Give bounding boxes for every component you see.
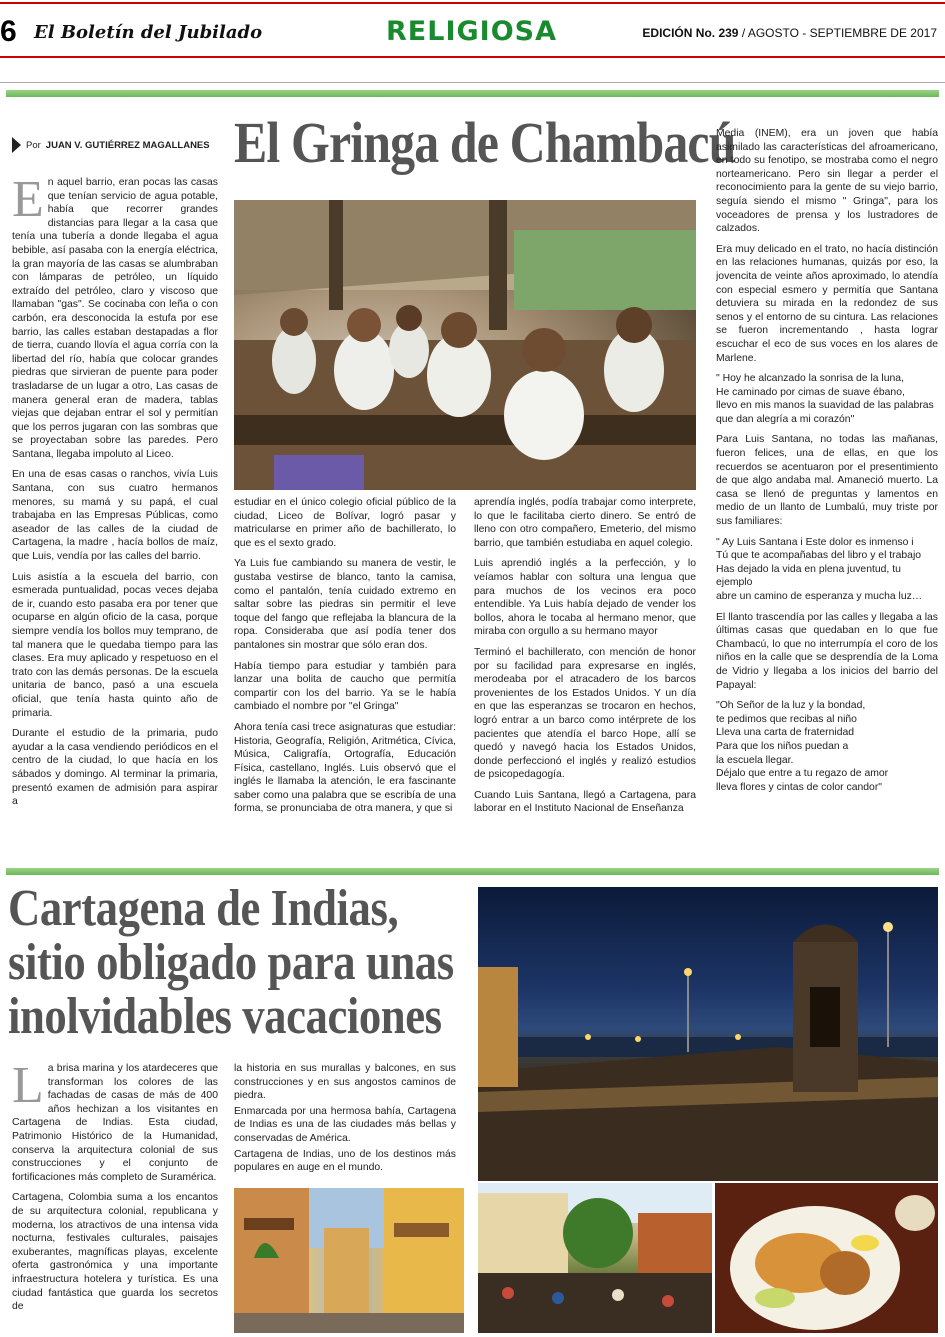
byline-author: JUAN V. GUTIÉRREZ MAGALLANES [45, 139, 210, 151]
paragraph: Cuando Luis Santana, llegó a Cartagena, para laborar en el Instituto Nacional de Enseñanza [474, 789, 696, 815]
paragraph [12, 176, 218, 461]
paragraph: Ya Luis fue cambiando su manera de vestir, le gustaba vestirse de blanco, tanto la camisa, como el pantalón, tenía cuidado extremo en saltar sobre las piedras sin permitir el leve toque del fango que reflejaba la blancura de la ropa. Consideraba que así podía tener dos pantalones sin mostrar que sólo eran dos. [234, 558, 456, 651]
plaza-photo [478, 1183, 712, 1333]
paragraph: Luis aprendió inglés a la perfección, y lo veíamos hablar con soltura una lengua que para muchos de los vecinos era poco entendible. Ya Luis había dejado de vender los bollos, ahora le tocaba al hermano menor, que miraba con orgullo a su hermano mayor [474, 558, 696, 638]
poem-line: Para que los niños puedan a [716, 740, 849, 752]
poem-line: Lleva una carta de fraternidad [716, 727, 855, 739]
poem-line: la escuela llegar. [716, 754, 794, 766]
article2-title [8, 882, 454, 1044]
paragraph: Media (INEM), era un joven que había asimilado las características del afroamericano, en todo su fenotipo, se mostraba como el negro norteamericano. Pero sin llegar a perder el reconocimiento para la gente de su viejo barrio, seguía siendo el mismo " Gringa", para los voceadores de prensa y los lustradores de calzados. [716, 128, 938, 235]
paragraph: Cartagena de Indias, uno de los destinos más populares en auge en el mundo. [234, 1148, 456, 1174]
poem-line: Tú que te acompañabas del libro y el trabajo [716, 550, 922, 562]
poem-stanza [716, 536, 938, 604]
paragraph: El llanto trascendía por las calles y llegaba a las últimas casas que quedaban en lo que fue Chambacú, lo que no interrumpía el coro de los niños en la calle que se desprendía de la Loma de Vidrio y llegaba a los inicios del barrio del Papayal: [716, 611, 938, 691]
paragraph-text: a brisa marina y los atardeceres que transforman los colores de las fachadas de casas de más de 400 años hechizan a los visitantes en Cartagena de Indias. Esta ciudad, Patrimonio Histórico de la Humanidad, conserva la arquitectura colonial de sus construcciones y el conjunto de fortificaciones más completo de Suramérica. [12, 1063, 218, 1183]
night-wall-photo [478, 887, 938, 1181]
article2-column-1 [12, 1062, 218, 1334]
paragraph: Cartagena, Colombia suma a los encantos de su arquitectura colonial, republicana y moderna, los atractivos de una intensa vida nocturna, festivales culturales, paisajes exuberantes, magníficas playas, excelente oferta gastronómica y una importante infraestructura hotelera y turística. Es una ciudad fantástica que guarda los secretos de [12, 1192, 218, 1313]
top-rule [0, 2, 945, 4]
publication-name: El Boletín del Jubilado [34, 22, 263, 43]
paragraph: Luis asistía a la escuela del barrio, con esmerada puntualidad, pocas veces dejaba de ir, cuando esto pasaba era por tener que ocuparse en algún oficio de la casa, porque siempre vendía los bollos muy temprano, de tal manera que le quedaba tiempo para las clases. Era muy aplicado y respetuoso en el trato con las demás personas. De la escuela unitaria de banco, pasó a una escuela oficial, que tenía hasta quinto año de primaria. [12, 571, 218, 719]
triangle-icon [12, 137, 21, 153]
byline-prefix: Por [26, 139, 41, 151]
poem-line: llevo en mis manos la suavidad de las palabras [716, 400, 934, 412]
paragraph-text: n aquel barrio, eran pocas las casas que tenían servicio de agua potable, había que recorrer grandes distancias para llegar a la casa que tenía una tubería a donde llegaba el agua bebible, así pasaba con la energía eléctrica, la gran mayoría de las casas se alumbraban con lámparas de petróleo, un líquido extraído del petróleo, claro y viscoso que llamaban "gas". Se cocinaba con leña o con carbón, era desconocida la estufa por ese barrio, las calles estaban destapadas a flor de tierra, cuando llovía el agua corría con la libertad del río, había que colocar grandes piedras que sirvieran de puente para poder trasladarse de un lugar a otro, Las casas de manera general eran de madera, tablas viejas que dejaban entrar el sol y permitían que los perros jugaran con las sombras que se proyectaban sobre las paredes. Pero Santana, llegaba impoluto al Liceo. [12, 177, 218, 460]
edition-label: EDICIÓN [642, 26, 693, 40]
poem-line: abre un camino de esperanza y mucha luz… [716, 591, 923, 602]
drop-cap: L [12, 1062, 44, 1114]
divider [0, 82, 945, 83]
classroom-photo [234, 200, 696, 490]
colonial-street-photo [234, 1188, 464, 1333]
article1-column-4 [716, 127, 938, 857]
poem-line: " Hoy he alcanzado la sonrisa de la luna, [716, 373, 904, 385]
article2-column-2 [234, 1062, 456, 1184]
poem-line: "Oh Señor de la luz y la bondad, [716, 700, 866, 712]
seafood-dish-photo [715, 1183, 938, 1333]
poem-line: He caminado por cimas de suave ébano, [716, 386, 905, 398]
street-illustration [234, 1188, 464, 1333]
green-band-middle [6, 868, 939, 875]
poem-line: lleva flores y cintas de color candor" [716, 781, 882, 793]
section-label: RELIGIOSA [386, 16, 557, 47]
poem-line: que dan alegría a mi corazón" [716, 413, 855, 425]
plaza-illustration [478, 1183, 712, 1333]
paragraph: estudiar en el único colegio oficial público de la ciudad, Liceo de Bolívar, logró pasar y matricularse en primer año de bachillerato, lo que es el sexto grado. [234, 497, 456, 549]
article1-column-3 [474, 496, 696, 858]
title-line: sitio obligado para unas [8, 934, 454, 991]
night-wall-illustration [478, 887, 938, 1181]
classroom-illustration [234, 200, 696, 490]
byline [12, 137, 210, 153]
paragraph: Para Luis Santana, no todas las mañanas, fueron felices, una de ellas, en que los recuerdos se acentuaron por el presentimiento de que algo andaba mal. Amaneció muerto. La casa se llenó de preguntas y lamentos en medio de un llanto de Lumbalú, muy triste por sus familiares: [716, 434, 938, 528]
paragraph [12, 1062, 218, 1184]
header-rule [0, 56, 945, 58]
paragraph: Había tiempo para estudiar y también para lanzar una bolita de caucho que permitía compartir con los del barrio. Ya se le había cambiado el nombre por "el Gringa" [234, 660, 456, 713]
paragraph: En una de esas casas o ranchos, vivía Luis Santana, con sus cuatro hermanos menores, su mamá y su papá, el cual trabajaba en las Empresas Públicas, como aseador de las calles de la ciudad de Cartagena, la madre , hacía bollos de maíz, que Luis, vendía por las calles del barrio. [12, 469, 218, 563]
edition-number: No. 239 [695, 26, 739, 40]
drop-cap: E [12, 176, 44, 228]
paragraph: Ahora tenía casi trece asignaturas que estudiar: Historia, Geografía, Religión, Aritmética, Cívica, Música, Caligrafía, Ortografía, Educación Física, castellano, Inglés. Luis observó que el inglés le llamaba la atención, le era fascinante saber como una palabra que se escribía de una forma, se pronunciaba de otra manera, y que si [234, 721, 456, 815]
paragraph: Enmarcada por una hermosa bahía, Cartagena de Indias es una de las ciudades más bellas y conservadas de América. [234, 1105, 456, 1144]
title-line: inolvidables vacaciones [8, 988, 442, 1045]
page-number: 6 [0, 15, 17, 48]
paragraph: la historia en sus murallas y balcones, en sus construcciones y en sus angostos caminos de piedra. [234, 1063, 456, 1102]
article1-title: El Gringa de Chambacú [234, 110, 736, 175]
edition-date: / AGOSTO - SEPTIEMBRE DE 2017 [741, 26, 937, 40]
edition-info [642, 26, 937, 40]
paragraph: Durante el estudio de la primaria, pudo ayudar a la casa vendiendo periódicos en el centro de la ciudad, lo que hacía en los sábados y domingo. Al terminar la primaria, presentó examen de admisión para aspirar a [12, 728, 218, 808]
poem-line: Has dejado la vida en plena juventud, tu ejemplo [716, 563, 901, 589]
food-illustration [715, 1183, 938, 1333]
poem-stanza [716, 372, 938, 426]
article1-column-1 [12, 176, 218, 856]
paragraph: Era muy delicado en el trato, no hacía distinción en las relaciones humanas, quizás por eso, la jovencita de veinte años aproximado, lo atendía con especial esmero y permitía que Santana detuviera su mirada en la redondez de sus senos y el entorno de su cintura. Las relaciones se fueron incrementando , hasta lograr escuchar el eco de sus voces en los alares de Marlene. [716, 243, 938, 364]
article1-column-2 [234, 496, 456, 858]
poem-line: te pedimos que recibas al niño [716, 713, 857, 725]
poem-stanza [716, 699, 938, 794]
poem-line: Déjalo que entre a tu regazo de amor [716, 768, 889, 780]
title-line: Cartagena de Indias, [8, 880, 399, 937]
poem-line: " Ay Luis Santana i Este dolor es inmenso i [716, 536, 914, 548]
green-band-top [6, 90, 939, 97]
paragraph: Terminó el bachillerato, con mención de honor por su facilidad para expresarse en inglés, merodeaba por el atracadero de los barcos provenientes de los Estados Unidos. Y un día en que las esperanzas se trocaron en hechos, logró entrar a un barco como intérprete de los pacientes que atendía el barco Hope, allí se quedó y navegó hacia los Estados Unidos, donde perfeccionó el inglés y realizó estudios de psicopedagogía. [474, 646, 696, 781]
paragraph: aprendía inglés, podía trabajar como interprete, lo que le facilitaba cierto dinero. Se entró de lleno con otro compañero, Emeterio, del mismo barrio, que también estudiaba en aquel colegio. [474, 497, 696, 549]
